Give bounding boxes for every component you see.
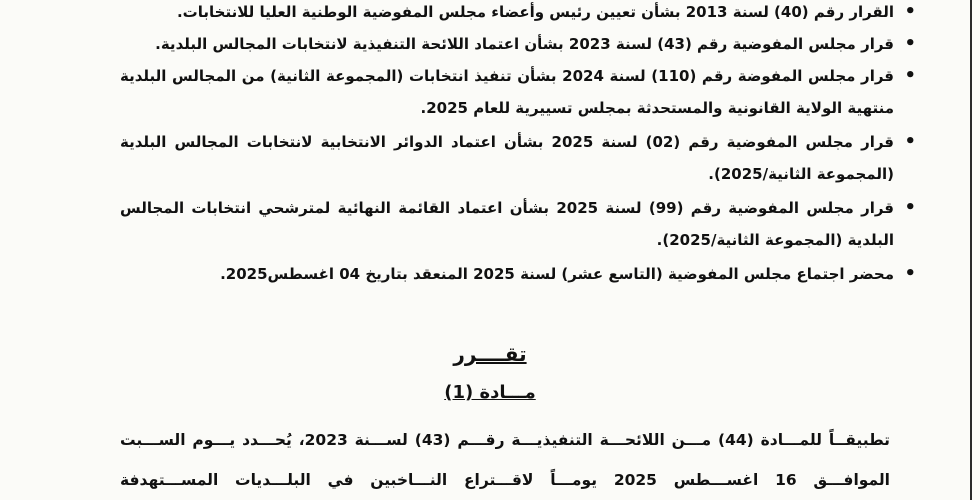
- list-item: • القرار رقم (40) لسنة 2013 بشأن تعيين رئيس وأعضاء مجلس المفوضية الوطنية العليا للانتخابات.: [120, 0, 910, 28]
- decides-heading: تقــــرر: [453, 342, 527, 366]
- list-item: • قرار مجلس المفوضية رقم (02) لسنة 2025 بشأن اعتماد الدوائر الانتخابية لانتخابات المجالس البلدية (المجموعة الثانية/2025).: [120, 126, 910, 190]
- list-item: • قرار مجلس المفوضة رقم (110) لسنة 2024 بشأن تنفيذ انتخابات (المجموعة الثانية) من المجالس البلدية منتهية الولاية القانونية والمستحدثة بمجلس تسييرية للعام 2025.: [120, 60, 910, 124]
- list-item: • قرار مجلس المفوضية رقم (43) لسنة 2023 بشأن اعتماد اللائحة التنفيذية لانتخابات المجالس البلدية.: [120, 28, 910, 60]
- text-line: تطبيقــاً للمـــادة (44) مـــن اللائحـــة التنفيذيـــة رقـــم (43) لســـنة 2023، يُحـــدد يـــوم الســـبت: [120, 431, 890, 449]
- article-heading: مـــادة (1): [444, 382, 536, 403]
- article-text: [120, 420, 890, 500]
- text-line: الموافـــق 16 اغســـطس 2025 يومـــاً لاقـــتراع النـــاخبين في البلـــديات المســـتهدفة: [120, 471, 890, 489]
- list-item: • محضر اجتماع مجلس المفوضية (التاسع عشر) لسنة 2025 المنعقد بتاريخ 04 اغسطس2025.: [120, 258, 910, 290]
- preamble-list: [120, 0, 910, 290]
- list-item: • قرار مجلس المفوضية رقم (99) لسنة 2025 بشأن اعتماد القائمة النهائية لمترشحي انتخابات المجالس البلدية (المجموعة الثانية/2025).: [120, 192, 910, 256]
